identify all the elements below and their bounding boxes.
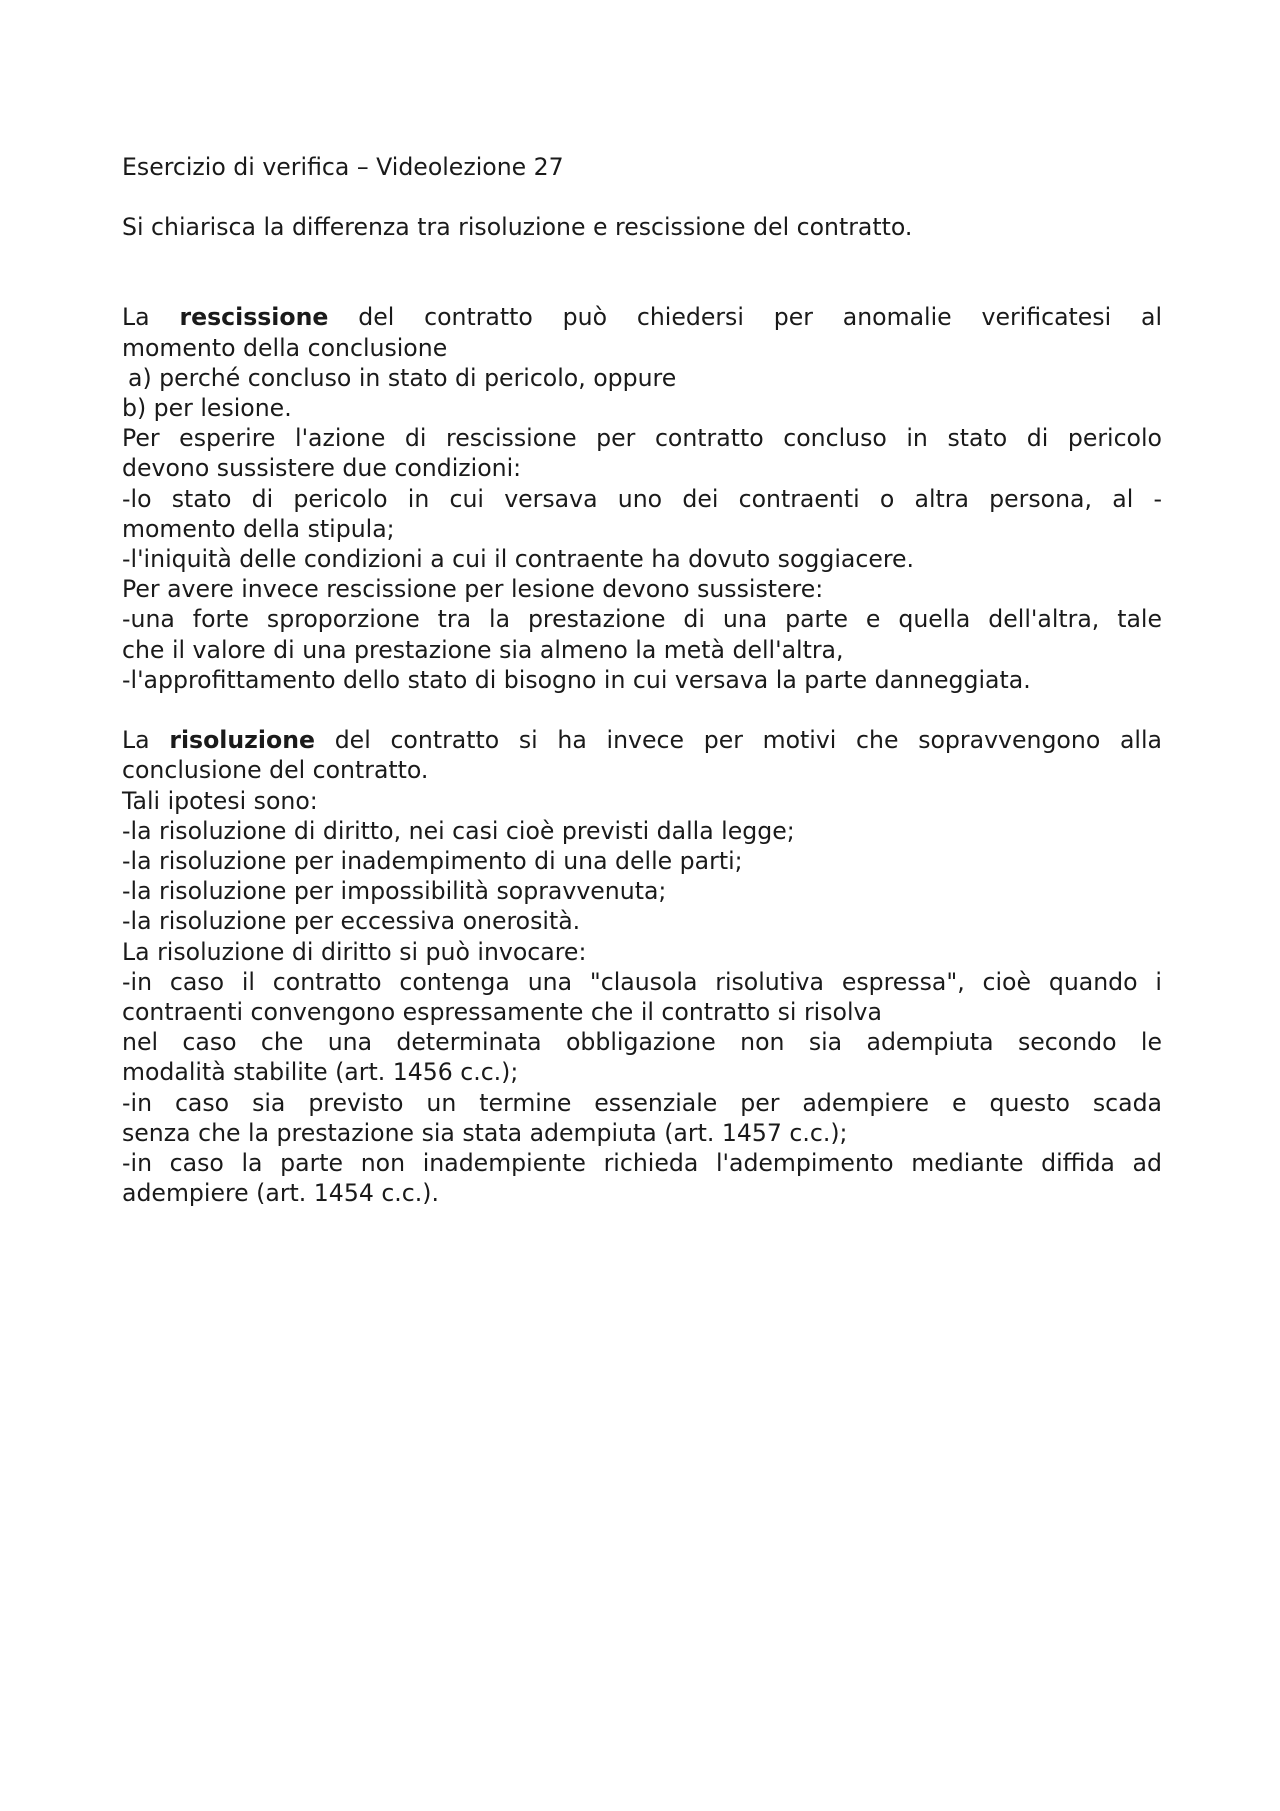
risoluzione-line-10: contraenti convengono espressamente che il contratto si risolva bbox=[122, 998, 882, 1027]
rescissione-p6-line-1: -una forte sproporzione tra la prestazione di una parte e quella dell'altra, tale bbox=[122, 605, 1162, 634]
rescissione-p3-line-1: -lo stato di pericolo in cui versava uno dei contraenti o altra persona, al - bbox=[122, 484, 1162, 513]
section-spacer bbox=[122, 695, 1162, 725]
risoluzione-line-3: Tali ipotesi sono: bbox=[122, 786, 318, 815]
rescissione-section bbox=[122, 302, 1162, 695]
rescissione-item-b: b) per lesione. bbox=[122, 394, 292, 423]
document-title: Esercizio di verifica – Videolezione 27 bbox=[122, 153, 564, 181]
rescissione-p6-line-2: che il valore di una prestazione sia almeno la metà dell'altra, bbox=[122, 635, 844, 664]
rescissione-item-a: a) perché concluso in stato di pericolo, oppure bbox=[128, 363, 677, 392]
risoluzione-line-6: -la risoluzione per impossibilità sopravvenuta; bbox=[122, 877, 667, 906]
risoluzione-line-13: -in caso sia previsto un termine essenziale per adempiere e questo scada bbox=[122, 1088, 1162, 1117]
risoluzione-line-11: nel caso che una determinata obbligazione non sia adempiuta secondo le bbox=[122, 1028, 1162, 1057]
rescissione-p3-line-2: momento della stipula; bbox=[122, 514, 395, 543]
risoluzione-term: risoluzione bbox=[169, 726, 315, 755]
risoluzione-line-14: senza che la prestazione sia stata adempiuta (art. 1457 c.c.); bbox=[122, 1118, 848, 1147]
rescissione-p5: Per avere invece rescissione per lesione devono sussistere: bbox=[122, 575, 824, 604]
rescissione-p7: -l'approfittamento dello stato di bisogno in cui versava la parte danneggiata. bbox=[122, 665, 1031, 694]
rescissione-p4: -l'iniquità delle condizioni a cui il contraente ha dovuto soggiacere. bbox=[122, 545, 915, 574]
rescissione-p2-line-2: devono sussistere due condizioni: bbox=[122, 454, 522, 483]
rescissione-line-2: momento della conclusione bbox=[122, 333, 448, 362]
risoluzione-line-2: conclusione del contratto. bbox=[122, 756, 429, 785]
risoluzione-line-4: -la risoluzione di diritto, nei casi cioè previsti dalla legge; bbox=[122, 816, 795, 845]
risoluzione-line-15: -in caso la parte non inadempiente richieda l'adempimento mediante diffida ad bbox=[122, 1149, 1162, 1178]
risoluzione-line-7: -la risoluzione per eccessiva onerosità. bbox=[122, 907, 581, 936]
risoluzione-intro-line: La risoluzione del contratto si ha invece per motivi che sopravvengono alla bbox=[122, 726, 1162, 755]
risoluzione-line-8: La risoluzione di diritto si può invocare: bbox=[122, 937, 587, 966]
question-text: Si chiarisca la differenza tra risoluzione e rescissione del contratto. bbox=[122, 213, 913, 242]
rescissione-p2-line-1: Per esperire l'azione di rescissione per contratto concluso in stato di pericolo bbox=[122, 424, 1162, 453]
rescissione-intro-line: La rescissione del contratto può chiedersi per anomalie verificatesi al bbox=[122, 303, 1162, 332]
risoluzione-line-16: adempiere (art. 1454 c.c.). bbox=[122, 1179, 439, 1208]
risoluzione-line-12: modalità stabilite (art. 1456 c.c.); bbox=[122, 1058, 519, 1087]
risoluzione-line-5: -la risoluzione per inadempimento di una delle parti; bbox=[122, 847, 743, 876]
risoluzione-line-9: -in caso il contratto contenga una "clausola risolutiva espressa", cioè quando i bbox=[122, 967, 1162, 996]
risoluzione-section bbox=[122, 725, 1162, 1208]
document-page bbox=[122, 152, 1162, 1208]
rescissione-term: rescissione bbox=[179, 303, 329, 332]
